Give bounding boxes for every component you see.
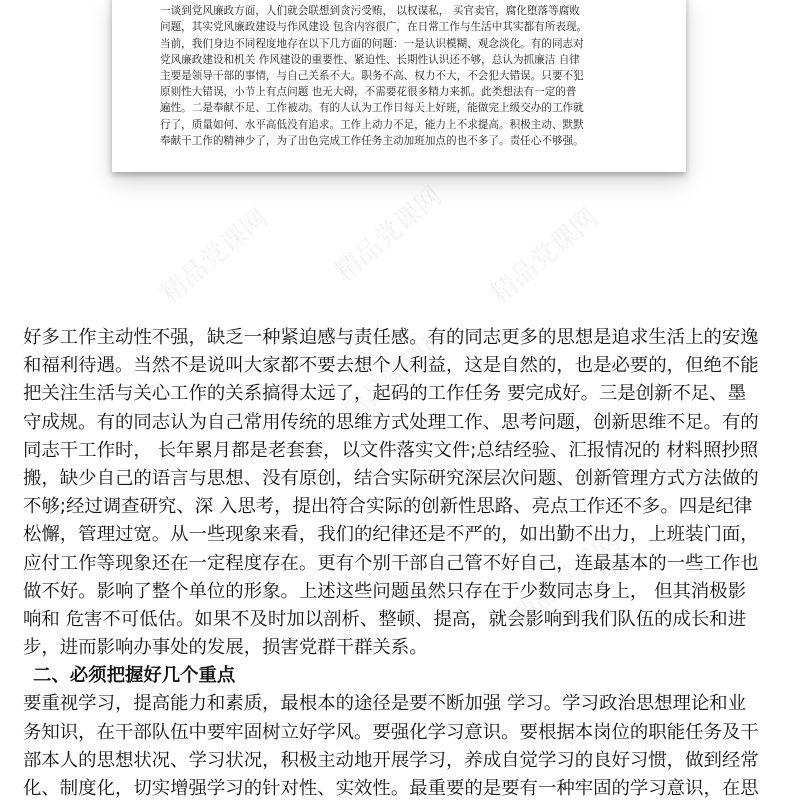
preview-line: 党风廉政建设和机关 作风建设的重要性、紧迫性、长期性认识还不够，总认为抓廉洁 自律 — [160, 53, 580, 66]
body-line: 务知识，在干部队伍中要牢固树立好学风。要强化学习意识。要根据本岗位的职能任务及干 — [23, 721, 759, 743]
page-preview-card — [112, 0, 686, 172]
section-heading: 二、必须把握好几个重点 — [33, 665, 236, 687]
preview-line: 原则性大错误，小节上有点问题 也无大碍，不需要花很多精力来抓。此类想法有一定的普 — [160, 86, 577, 99]
watermark-body-lower: 精品党课网 — [507, 527, 627, 634]
watermark-body: 精品党课网 — [337, 322, 457, 429]
body-line: 化、制度化，切实增强学习的针对性、实效性。最重要的是要有一种牢固的学习意识，在思 — [23, 778, 759, 799]
preview-line: 主要是领导干部的事情，与自己关系不大。职务不高、权力不大，不会犯大错误。只要不犯 — [160, 69, 584, 82]
body-line: 把关注生活与关心工作的关系搞得太远了，起码的工作任务 要完成好。三是创新不足、墨 — [23, 383, 747, 405]
preview-line: 当前，我们身边不同程度地存在以下几方面的问题：一是认识模糊、观念淡化。有的同志对 — [160, 37, 584, 50]
watermark-left: 精品党课网 — [155, 203, 275, 310]
watermark-right: 精品党课网 — [485, 203, 605, 310]
preview-text-block — [160, 0, 665, 149]
body-line: 要重视学习，提高能力和素质，最根本的途径是要不断加强 学习。学习政治思想理论和业 — [23, 693, 747, 715]
body-line: 守成规。有的同志认为自己常用传统的思维方式处理工作、思考问题，创新思维不足。有的 — [23, 411, 759, 433]
preview-line: 奉献干工作的精神少了，为了出色完成工作任务主动加班加点的也不多了。责任心不够强。 — [160, 134, 584, 147]
body-line: 不够;经过调查研究、深 入思考，提出符合实际的创新性思路、亮点工作还不多。四是纪律 — [23, 496, 753, 518]
body-line: 和福利待遇。当然不是说叫大家都不要去想个人利益，这是自然的，也是必要的，但绝不能 — [23, 355, 759, 377]
body-line: 松懈，管理过宽。从一些现象来看，我们的纪律还是不严的，如出勤不出力，上班装门面， — [23, 524, 759, 546]
document-body — [23, 324, 783, 800]
body-line: 部本人的思想状况、学习状况，积极主动地开展学习，养成自觉学习的良好习惯，做到经常 — [23, 749, 759, 771]
body-line: 搬，缺少自己的语言与思想、没有原创，结合实际研究深层次问题、创新管理方式方法做的 — [23, 467, 759, 489]
body-line: 应付工作等现象还在一定程度存在。更有个别干部自己管不好自己，连最基本的一些工作也 — [23, 552, 759, 574]
preview-line: 遍性。二是奉献不足、工作被动。有的人认为工作日每天上好班，能做完上级交办的工作就 — [160, 102, 584, 115]
preview-line: 行了，质量如何、水平高低没有追求。工作上动力不足，能力上不求提高。积极主动、默默 — [160, 118, 584, 131]
watermark-center: 精品党课网 — [329, 181, 449, 288]
body-line: 步，进而影响办事处的发展，损害党群干群关系。 — [23, 637, 428, 659]
preview-line: 一谈到党风廉政方面，人们就会联想到贪污受贿， 以权谋私， 买官卖官，腐化堕落等腐败 — [160, 5, 580, 18]
body-line: 做不好。影响了整个单位的形象。上述这些问题虽然只存在于少数同志身上， 但其消极影 — [23, 580, 747, 602]
body-line: 同志干工作时， 长年累月都是老套套，以文件落实文件;总结经验、汇报情况的 材料照抄照 — [23, 439, 759, 461]
body-line: 好多工作主动性不强，缺乏一种紧迫感与责任感。有的同志更多的思想是追求生活上的安逸 — [23, 327, 759, 348]
preview-line: 问题，其实党风廉政建设与作风建设 包含内容很广，在日常工作与生活中其实都有所表现。 — [160, 21, 588, 34]
body-line: 响和 危害不可低估。如果不及时加以剖析、整顿、提高，就会影响到我们队伍的成长和进 — [23, 608, 747, 630]
